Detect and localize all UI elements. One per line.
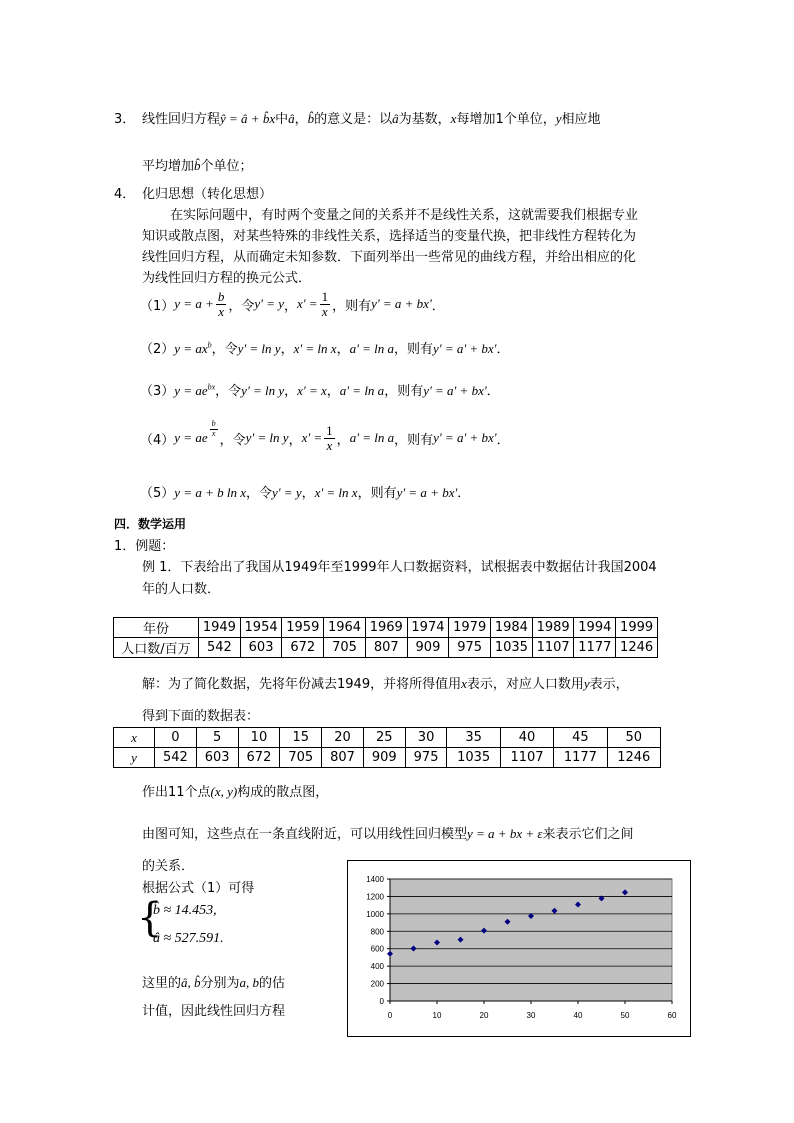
item4-para-line: 在实际问题中，有时两个变量之间的关系并不是线性关系，这就需要我们根据专业 bbox=[170, 208, 639, 223]
table-cell: 1999 bbox=[616, 618, 658, 638]
table-cell: 20 bbox=[322, 728, 364, 748]
x-tick-label: 60 bbox=[667, 1011, 677, 1020]
table-cell: 672 bbox=[282, 638, 324, 658]
conclusion-line1: 这里的â, b̂分别为a, b的估 bbox=[142, 975, 286, 991]
formula-2: $(2)y = ax^b$，令y' = ln y，x' = ln x，a' = ln a，则有y' = a' + bx'． bbox=[140, 340, 510, 357]
example-text: 年的人口数． bbox=[142, 582, 221, 597]
table-cell: 672 bbox=[238, 748, 280, 768]
table-cell: 1994 bbox=[574, 618, 616, 638]
population-table bbox=[113, 617, 658, 658]
subsection-label: 1．例题： bbox=[114, 539, 175, 554]
formula-5: （5）y = a + b ln x，令y' = y，x' = ln x，则有y' = a + bx'． bbox=[140, 485, 471, 501]
table-cell: 1949 bbox=[199, 618, 241, 638]
table-cell: 705 bbox=[324, 638, 366, 658]
table-cell: 542 bbox=[155, 748, 197, 768]
regression-equation: ŷ = â + b̂x bbox=[220, 111, 276, 126]
y-tick-label: 1000 bbox=[366, 909, 384, 919]
estimate-a: â ≈ 527.591. bbox=[153, 931, 224, 946]
y-tick-label: 400 bbox=[370, 962, 384, 972]
table-cell: 1964 bbox=[324, 618, 366, 638]
table-row bbox=[114, 638, 658, 658]
table-cell: 1177 bbox=[554, 748, 607, 768]
table-cell: 975 bbox=[449, 638, 491, 658]
solution-line2: 得到下面的数据表： bbox=[142, 709, 260, 724]
table-cell: 1107 bbox=[500, 748, 553, 768]
table-cell: 1959 bbox=[282, 618, 324, 638]
table-cell: 1035 bbox=[447, 748, 500, 768]
x-tick-label: 0 bbox=[387, 1011, 393, 1020]
y-tick-label: 600 bbox=[370, 944, 384, 954]
item4-para-line: 知识或散点图，对某些特殊的非线性关系，选择适当的变量代换，把非线性方程转化为 bbox=[142, 229, 637, 244]
table-row bbox=[114, 618, 658, 638]
example-text: 例 1．下表给出了我国从1949年至1999年人口数据资料，试根据表中数据估计我国2004 bbox=[142, 560, 657, 575]
section-heading: 四．数学运用 bbox=[114, 517, 187, 531]
x-tick-label: 40 bbox=[573, 1011, 583, 1020]
table-cell: 1974 bbox=[407, 618, 449, 638]
item3-line1: 线性回归方程ŷ = â + b̂x中â，b̂的意义是：以â为基数，x每增加1个单位，y相应地 bbox=[142, 111, 601, 127]
y-tick-label: 1200 bbox=[366, 892, 384, 902]
item4-para-line: 为线性回归方程的换元公式． bbox=[142, 271, 312, 286]
scatter-intro: 作出11个点(x, y)构成的散点图， bbox=[142, 784, 329, 800]
model-text: 由图可知，这些点在一条直线附近，可以用线性回归模型y = a + bx + ε来表示它们之间 bbox=[142, 826, 634, 842]
item4-number: 4． bbox=[114, 187, 136, 202]
table-cell: 50 bbox=[607, 728, 660, 748]
y-tick-label: 200 bbox=[370, 979, 384, 989]
item4-title: 化归思想（转化思想） bbox=[142, 187, 273, 202]
table-cell: 40 bbox=[500, 728, 553, 748]
table-cell: 1107 bbox=[532, 638, 574, 658]
table-header-cell: x bbox=[114, 728, 155, 748]
formula-3: $(3)y = ae^{bx}$，令y' = ln y，x' = x，a' = ln a，则有y' = a' + bx'． bbox=[140, 382, 500, 399]
table-cell: 35 bbox=[447, 728, 500, 748]
x-tick-label: 30 bbox=[526, 1011, 536, 1020]
table-cell: 975 bbox=[405, 748, 447, 768]
table-cell: 909 bbox=[363, 748, 405, 768]
x-tick-label: 50 bbox=[620, 1011, 630, 1020]
table-cell: 1989 bbox=[532, 618, 574, 638]
table-cell: 542 bbox=[199, 638, 241, 658]
table-header-cell: 年份 bbox=[114, 618, 199, 638]
table-row bbox=[114, 748, 661, 768]
table-cell: 1246 bbox=[607, 748, 660, 768]
xy-table bbox=[113, 727, 661, 768]
table-cell: 1984 bbox=[491, 618, 533, 638]
table-cell: 705 bbox=[280, 748, 322, 768]
y-tick-label: 0 bbox=[379, 997, 384, 1006]
y-tick-label: 800 bbox=[370, 927, 384, 937]
y-tick-label: 1400 bbox=[366, 875, 384, 884]
table-cell: 1969 bbox=[365, 618, 407, 638]
table-header-cell: y bbox=[114, 748, 155, 768]
table-cell: 807 bbox=[365, 638, 407, 658]
solution-line1: 解：为了简化数据，先将年份减去1949，并将所得值用x表示，对应人口数用y表示， bbox=[142, 676, 629, 692]
table-header-cell: 人口数/百万 bbox=[114, 638, 199, 658]
x-tick-label: 20 bbox=[479, 1011, 489, 1020]
table-cell: 45 bbox=[554, 728, 607, 748]
table-cell: 15 bbox=[280, 728, 322, 748]
table-cell: 1177 bbox=[574, 638, 616, 658]
table-cell: 603 bbox=[240, 638, 282, 658]
table-cell: 807 bbox=[322, 748, 364, 768]
table-cell: 909 bbox=[407, 638, 449, 658]
x-tick-label: 10 bbox=[432, 1011, 442, 1020]
table-cell: 1979 bbox=[449, 618, 491, 638]
table-cell: 1954 bbox=[240, 618, 282, 638]
formula-1: （1） y = a + $\frac{b}{x}$ ，令 y' = y ， x' = $\frac{1}{x}$ ，则有 y' = a + bx' ． bbox=[140, 288, 445, 319]
item4-para-line: 线性回归方程，从而确定未知参数．下面列举出一些常见的曲线方程，并给出相应的化 bbox=[142, 250, 637, 265]
item3-line2: 平均增加b̂个单位； bbox=[142, 158, 253, 174]
table-cell: 603 bbox=[196, 748, 238, 768]
plot-area bbox=[390, 879, 672, 1001]
table-cell: 10 bbox=[238, 728, 280, 748]
table-cell: 5 bbox=[196, 728, 238, 748]
item3-number: 3． bbox=[114, 112, 136, 127]
scatter-chart bbox=[347, 860, 691, 1037]
table-cell: 1035 bbox=[491, 638, 533, 658]
table-cell: 30 bbox=[405, 728, 447, 748]
brace-symbol: { bbox=[137, 895, 163, 941]
formula-reference: 根据公式（1）可得 bbox=[142, 881, 255, 896]
model-text-end: 的关系． bbox=[142, 859, 195, 874]
table-cell: 25 bbox=[363, 728, 405, 748]
table-cell: 1246 bbox=[616, 638, 658, 658]
estimate-b: b̂ ≈ 14.453, bbox=[153, 903, 217, 918]
formula-4: （4） y = ae $\frac{b}{x}$ ，令 y' = ln y ， x' = $\frac{1}{x}$ ， a' = ln a ，则有 y' = a' + bx' ． bbox=[140, 419, 510, 453]
table-cell: 0 bbox=[155, 728, 197, 748]
conclusion-line2: 计值，因此线性回归方程 bbox=[142, 1004, 286, 1019]
table-row bbox=[114, 728, 661, 748]
